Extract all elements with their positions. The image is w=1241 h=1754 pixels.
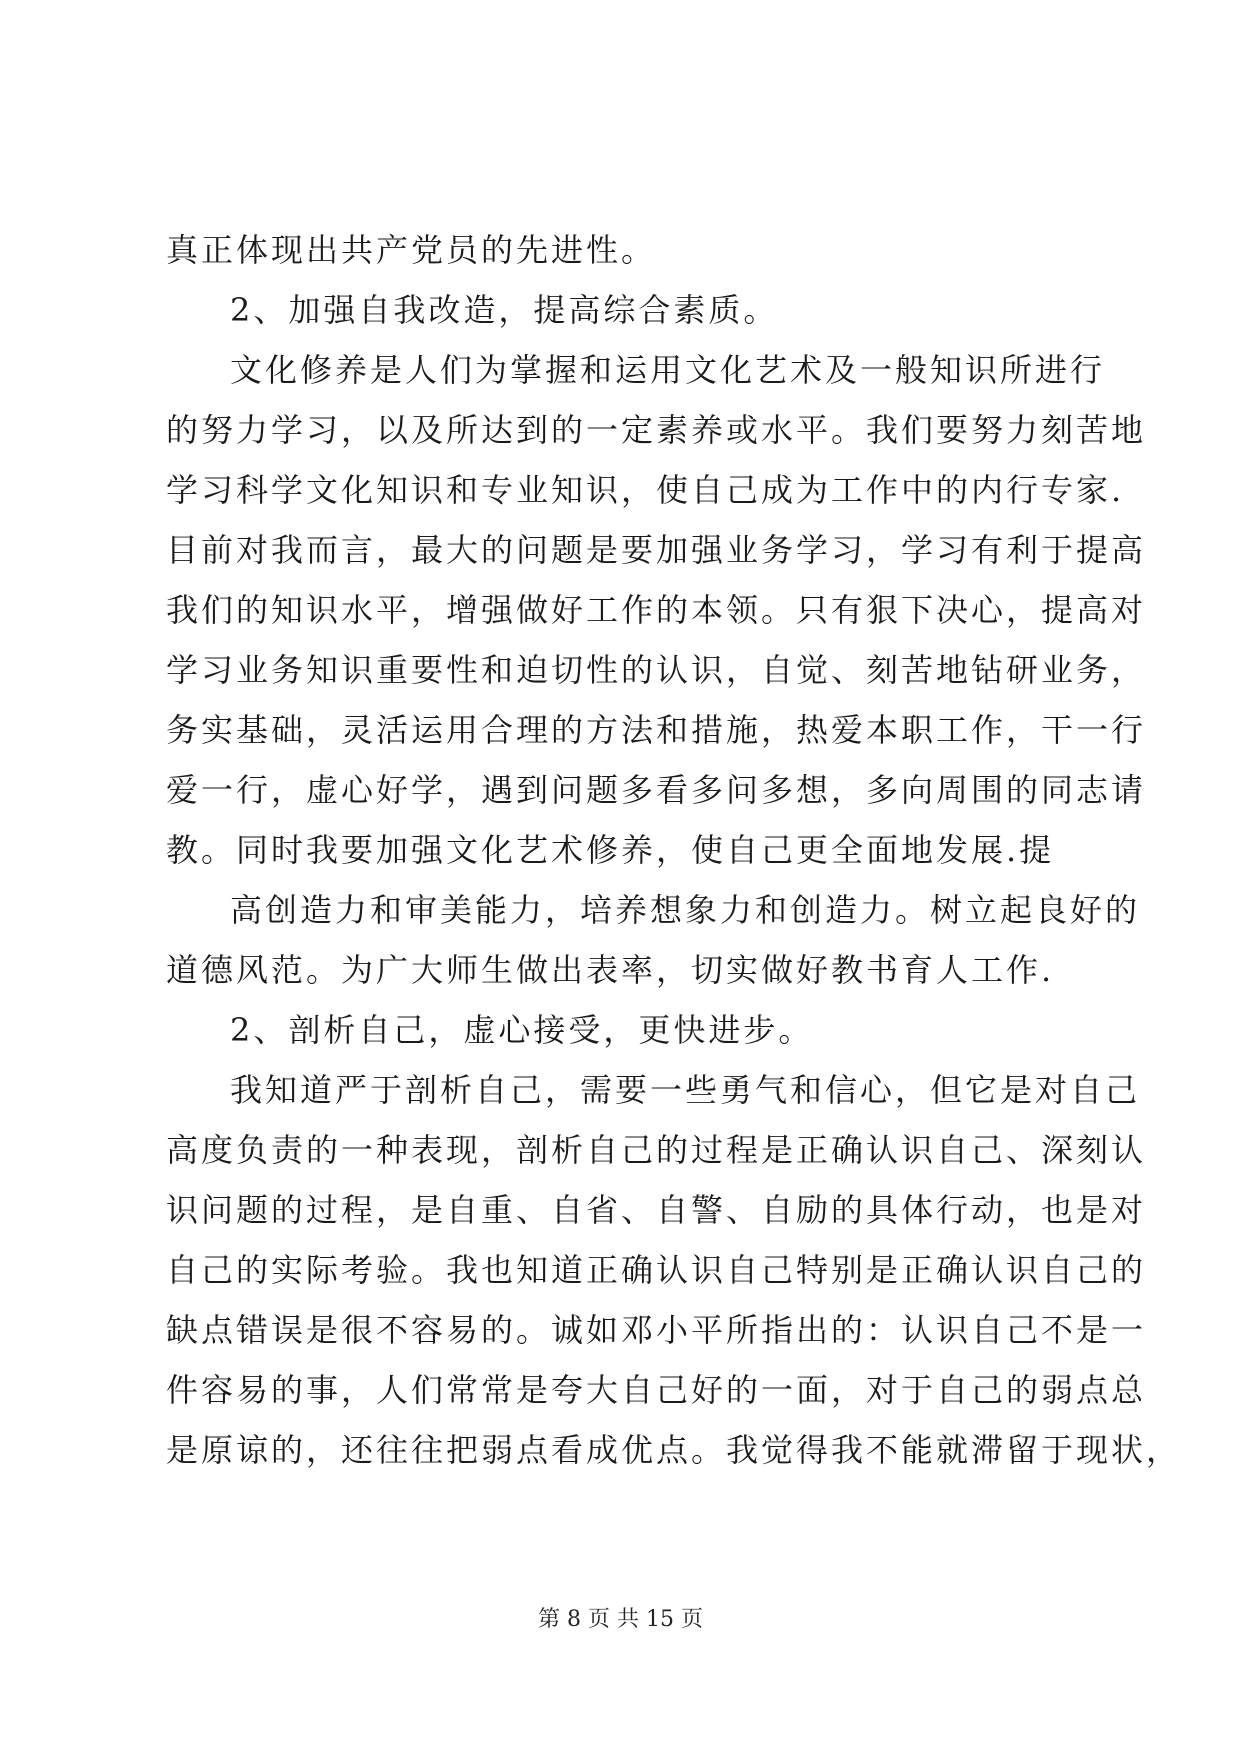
text-line: 教。同时我要加强文化艺术修养，使自己更全面地发展.提 <box>166 831 1055 869</box>
text-line: 目前对我而言，最大的问题是要加强业务学习，学习有利于提高 <box>166 531 1147 569</box>
text-line: 文化修养是人们为掌握和运用文化艺术及一般知识所进行 <box>230 351 1106 389</box>
text-line: 爱一行，虚心好学，遇到问题多看多问多想，多向周围的同志请 <box>166 771 1147 809</box>
text-line: 的努力学习，以及所达到的一定素养或水平。我们要努力刻苦地 <box>166 411 1147 449</box>
text-line: 我们的知识水平，增强做好工作的本领。只有狠下决心，提高对 <box>166 591 1147 629</box>
text-line: 识问题的过程，是自重、自省、自警、自励的具体行动，也是对 <box>166 1191 1147 1229</box>
text-line: 件容易的事，人们常常是夸大自己好的一面，对于自己的弱点总 <box>166 1371 1147 1409</box>
text-line: 学习科学文化知识和专业知识，使自己成为工作中的内行专家. <box>166 471 1125 509</box>
text-line: 高创造力和审美能力，培养想象力和创造力。树立起良好的 <box>230 891 1141 929</box>
text-line: 真正体现出共产党员的先进性。 <box>166 231 657 269</box>
section-heading: 2、加强自我改造，提高综合素质。 <box>230 291 779 329</box>
text-line: 学习业务知识重要性和迫切性的认识，自觉、刻苦地钻研业务， <box>166 651 1147 689</box>
text-line: 道德风范。为广大师生做出表率，切实做好教书育人工作. <box>166 951 1055 989</box>
page-number-footer: 第 8 页 共 15 页 <box>538 1607 703 1632</box>
text-line: 务实基础，灵活运用合理的方法和措施，热爱本职工作，干一行 <box>166 711 1147 749</box>
document-body <box>166 220 1182 1480</box>
text-line: 是原谅的，还往往把弱点看成优点。我觉得我不能就滞留于现状， <box>166 1431 1182 1469</box>
text-line: 自己的实际考验。我也知道正确认识自己特别是正确认识自己的 <box>166 1251 1147 1289</box>
section-heading: 2、剖析自己，虚心接受，更快进步。 <box>230 1011 814 1049</box>
text-line: 我知道严于剖析自己，需要一些勇气和信心，但它是对自己 <box>230 1071 1141 1109</box>
text-line: 高度负责的一种表现，剖析自己的过程是正确认识自己、深刻认 <box>166 1131 1147 1169</box>
text-line: 缺点错误是很不容易的。诚如邓小平所指出的：认识自己不是一 <box>166 1311 1147 1349</box>
